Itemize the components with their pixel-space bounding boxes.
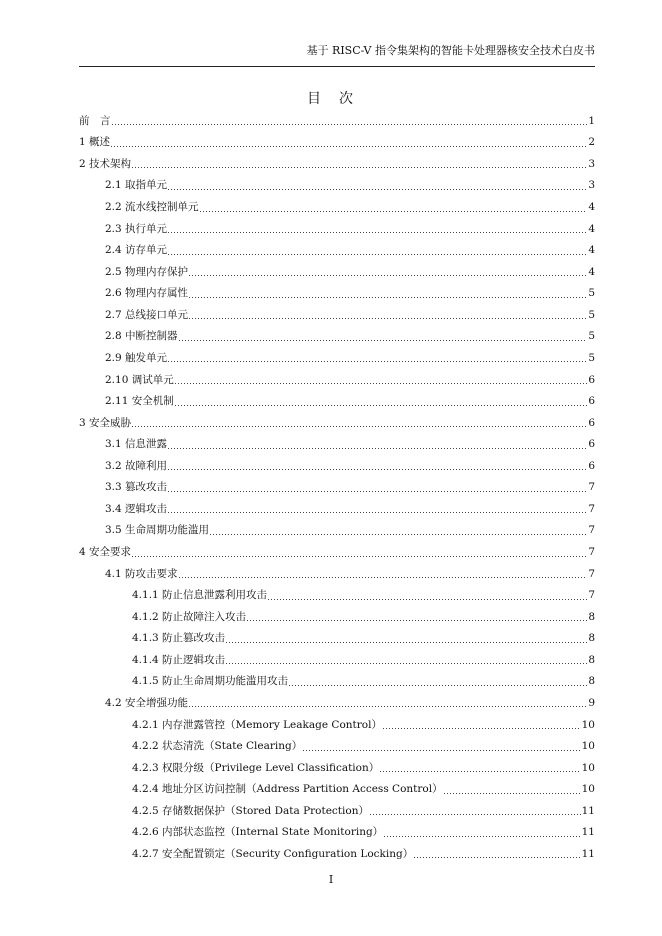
toc-entry-page: 5: [588, 351, 595, 364]
toc-title: 目 次: [307, 91, 355, 107]
toc-entry[interactable]: [79, 412, 595, 434]
toc-entry[interactable]: [79, 304, 595, 326]
dot-leader: [112, 124, 588, 125]
dot-leader: [383, 728, 581, 729]
toc-entry-page: 7: [588, 502, 595, 515]
toc-entry-label: 4.2.2 状态清洗（State Clearing）: [132, 740, 303, 753]
dot-leader: [444, 793, 581, 794]
toc-entry-label: 4.2.3 权限分级（Privilege Level Classification）: [132, 761, 380, 774]
toc-entry[interactable]: [79, 110, 595, 132]
toc-entry[interactable]: [79, 520, 595, 542]
toc-entry-page: 7: [588, 524, 595, 537]
toc-entry[interactable]: [79, 196, 595, 218]
dot-leader: [189, 297, 587, 298]
toc-entry[interactable]: [79, 778, 595, 800]
toc-entry-page: 7: [588, 589, 595, 602]
toc-entry-page: 2: [588, 136, 595, 149]
toc-entry-label: 2.1 取指单元: [105, 179, 168, 192]
toc-entry[interactable]: [79, 153, 595, 175]
dot-leader: [289, 685, 587, 686]
dot-leader: [168, 491, 587, 492]
toc-entry-label: 4.1.4 防止逻辑攻击: [132, 653, 226, 666]
dot-leader: [414, 857, 580, 858]
toc-entry-label: 4.1 防攻击要求: [105, 567, 178, 580]
toc-entry-label: 前 言: [79, 114, 111, 127]
toc-entry-label: 2.7 总线接口单元: [105, 308, 189, 321]
dot-leader: [132, 167, 587, 168]
toc-entry[interactable]: [79, 175, 595, 197]
toc-entry-label: 4.2 安全增强功能: [105, 696, 189, 709]
toc-entry[interactable]: [79, 433, 595, 455]
toc-entry[interactable]: [79, 649, 595, 671]
toc-entry-label: 3.1 信息泄露: [105, 438, 168, 451]
toc-entry-page: 5: [588, 330, 595, 343]
toc-entry-label: 4.2.5 存储数据保护（Stored Data Protection）: [132, 804, 369, 817]
dot-leader: [380, 771, 580, 772]
dot-leader: [268, 599, 587, 600]
dot-leader: [226, 663, 587, 664]
dot-leader: [168, 448, 587, 449]
toc-entry-page: 9: [588, 696, 595, 709]
dot-leader: [168, 361, 587, 362]
toc-entry-label: 4.1.3 防止篡改攻击: [132, 632, 226, 645]
toc-entry-page: 7: [588, 481, 595, 494]
toc-entry-label: 4.2.4 地址分区访问控制（Address Partition Access Control）: [132, 783, 443, 796]
toc-entry-page: 1: [588, 114, 595, 127]
toc-entry-page: 6: [588, 438, 595, 451]
toc-entry-page: 4: [588, 244, 595, 257]
toc-entry[interactable]: [79, 563, 595, 585]
toc-entry-page: 7: [588, 546, 595, 559]
header-rule: [79, 66, 595, 67]
toc-entry-label: 4.2.1 内存泄露管控（Memory Leakage Control）: [132, 718, 382, 731]
running-header: 基于 RISC-V 指令集架构的智能卡处理器核安全技术白皮书: [306, 44, 595, 57]
toc-entry-label: 3.4 逻辑攻击: [105, 502, 168, 515]
toc-entry-page: 8: [588, 632, 595, 645]
toc-entry-page: 3: [588, 179, 595, 192]
toc-entry-label: 4.1.2 防止故障注入攻击: [132, 610, 247, 623]
toc-entry-label: 4.2.7 安全配置锁定（Security Configuration Locking）: [132, 847, 414, 860]
dot-leader: [179, 340, 588, 341]
toc-entry[interactable]: [79, 390, 595, 412]
toc-entry[interactable]: [79, 757, 595, 779]
toc-entry-label: 2 技术架构: [79, 157, 132, 170]
toc-entry[interactable]: [79, 239, 595, 261]
dot-leader: [175, 405, 588, 406]
toc-entry-label: 2.5 物理内存保护: [105, 265, 189, 278]
table-of-contents: [79, 110, 595, 865]
toc-entry[interactable]: [79, 606, 595, 628]
dot-leader: [175, 383, 588, 384]
toc-entry[interactable]: [79, 132, 595, 154]
toc-entry[interactable]: [79, 261, 595, 283]
toc-entry[interactable]: [79, 822, 595, 844]
dot-leader: [168, 254, 587, 255]
toc-entry-label: 2.3 执行单元: [105, 222, 168, 235]
toc-entry[interactable]: [79, 714, 595, 736]
toc-entry-label: 2.11 安全机制: [105, 395, 174, 408]
toc-entry-page: 10: [581, 761, 595, 774]
toc-entry-label: 2.9 触发单元: [105, 351, 168, 364]
toc-entry-label: 2.10 调试单元: [105, 373, 174, 386]
toc-entry-page: 10: [581, 740, 595, 753]
toc-entry-page: 11: [581, 847, 595, 860]
dot-leader: [168, 232, 587, 233]
toc-entry-label: 2.2 流水线控制单元: [105, 201, 199, 214]
toc-entry-label: 1 概述: [79, 136, 111, 149]
toc-entry[interactable]: [79, 584, 595, 606]
toc-entry-page: 6: [588, 459, 595, 472]
toc-entry[interactable]: [79, 455, 595, 477]
toc-entry[interactable]: [79, 628, 595, 650]
toc-entry-page: 6: [588, 416, 595, 429]
toc-entry-page: 8: [588, 675, 595, 688]
toc-entry-label: 3.5 生命周期功能滥用: [105, 524, 210, 537]
toc-entry-label: 4 安全要求: [79, 546, 132, 559]
toc-entry[interactable]: [79, 477, 595, 499]
toc-entry[interactable]: [79, 218, 595, 240]
toc-entry[interactable]: [79, 843, 595, 865]
toc-entry-label: 3 安全威胁: [79, 416, 132, 429]
dot-leader: [226, 642, 587, 643]
toc-entry-label: 2.4 访存单元: [105, 244, 168, 257]
toc-entry-page: 4: [588, 201, 595, 214]
dot-leader: [168, 469, 587, 470]
toc-entry-page: 11: [581, 826, 595, 839]
dot-leader: [132, 556, 587, 557]
toc-entry-page: 5: [588, 287, 595, 300]
toc-entry-label: 4.2.6 内部状态监控（Internal State Monitoring）: [132, 826, 384, 839]
toc-entry-page: 6: [588, 395, 595, 408]
toc-entry-page: 6: [588, 373, 595, 386]
toc-entry-page: 10: [581, 783, 595, 796]
toc-entry[interactable]: [79, 735, 595, 757]
dot-leader: [189, 275, 587, 276]
toc-entry-label: 2.8 中断控制器: [105, 330, 178, 343]
toc-entry[interactable]: [79, 347, 595, 369]
toc-entry-page: 7: [588, 567, 595, 580]
dot-leader: [200, 211, 588, 212]
toc-entry-label: 2.6 物理内存属性: [105, 287, 189, 300]
toc-entry-page: 10: [581, 718, 595, 731]
toc-entry-label: 4.1.5 防止生命周期功能滥用攻击: [132, 675, 289, 688]
dot-leader: [189, 318, 587, 319]
toc-entry-label: 4.1.1 防止信息泄露利用攻击: [132, 589, 268, 602]
dot-leader: [168, 512, 587, 513]
dot-leader: [210, 534, 587, 535]
dot-leader: [247, 620, 587, 621]
toc-entry[interactable]: [79, 541, 595, 563]
toc-entry[interactable]: [79, 369, 595, 391]
toc-entry-page: 11: [581, 804, 595, 817]
toc-entry[interactable]: [79, 498, 595, 520]
toc-entry-page: 4: [588, 265, 595, 278]
dot-leader: [189, 706, 587, 707]
toc-entry[interactable]: [79, 800, 595, 822]
page-number: I: [328, 873, 334, 886]
toc-entry[interactable]: [79, 671, 595, 693]
toc-entry-page: 4: [588, 222, 595, 235]
toc-entry-page: 8: [588, 610, 595, 623]
toc-entry[interactable]: [79, 283, 595, 305]
dot-leader: [111, 146, 587, 147]
dot-leader: [303, 750, 580, 751]
toc-entry-page: 5: [588, 308, 595, 321]
toc-entry-label: 3.2 故障利用: [105, 459, 168, 472]
toc-entry[interactable]: [79, 326, 595, 348]
dot-leader: [384, 836, 580, 837]
dot-leader: [168, 189, 587, 190]
toc-entry[interactable]: [79, 692, 595, 714]
toc-entry-page: 8: [588, 653, 595, 666]
toc-entry-label: 3.3 篡改攻击: [105, 481, 168, 494]
toc-entry-page: 3: [588, 157, 595, 170]
dot-leader: [370, 814, 581, 815]
dot-leader: [179, 577, 588, 578]
dot-leader: [132, 426, 587, 427]
